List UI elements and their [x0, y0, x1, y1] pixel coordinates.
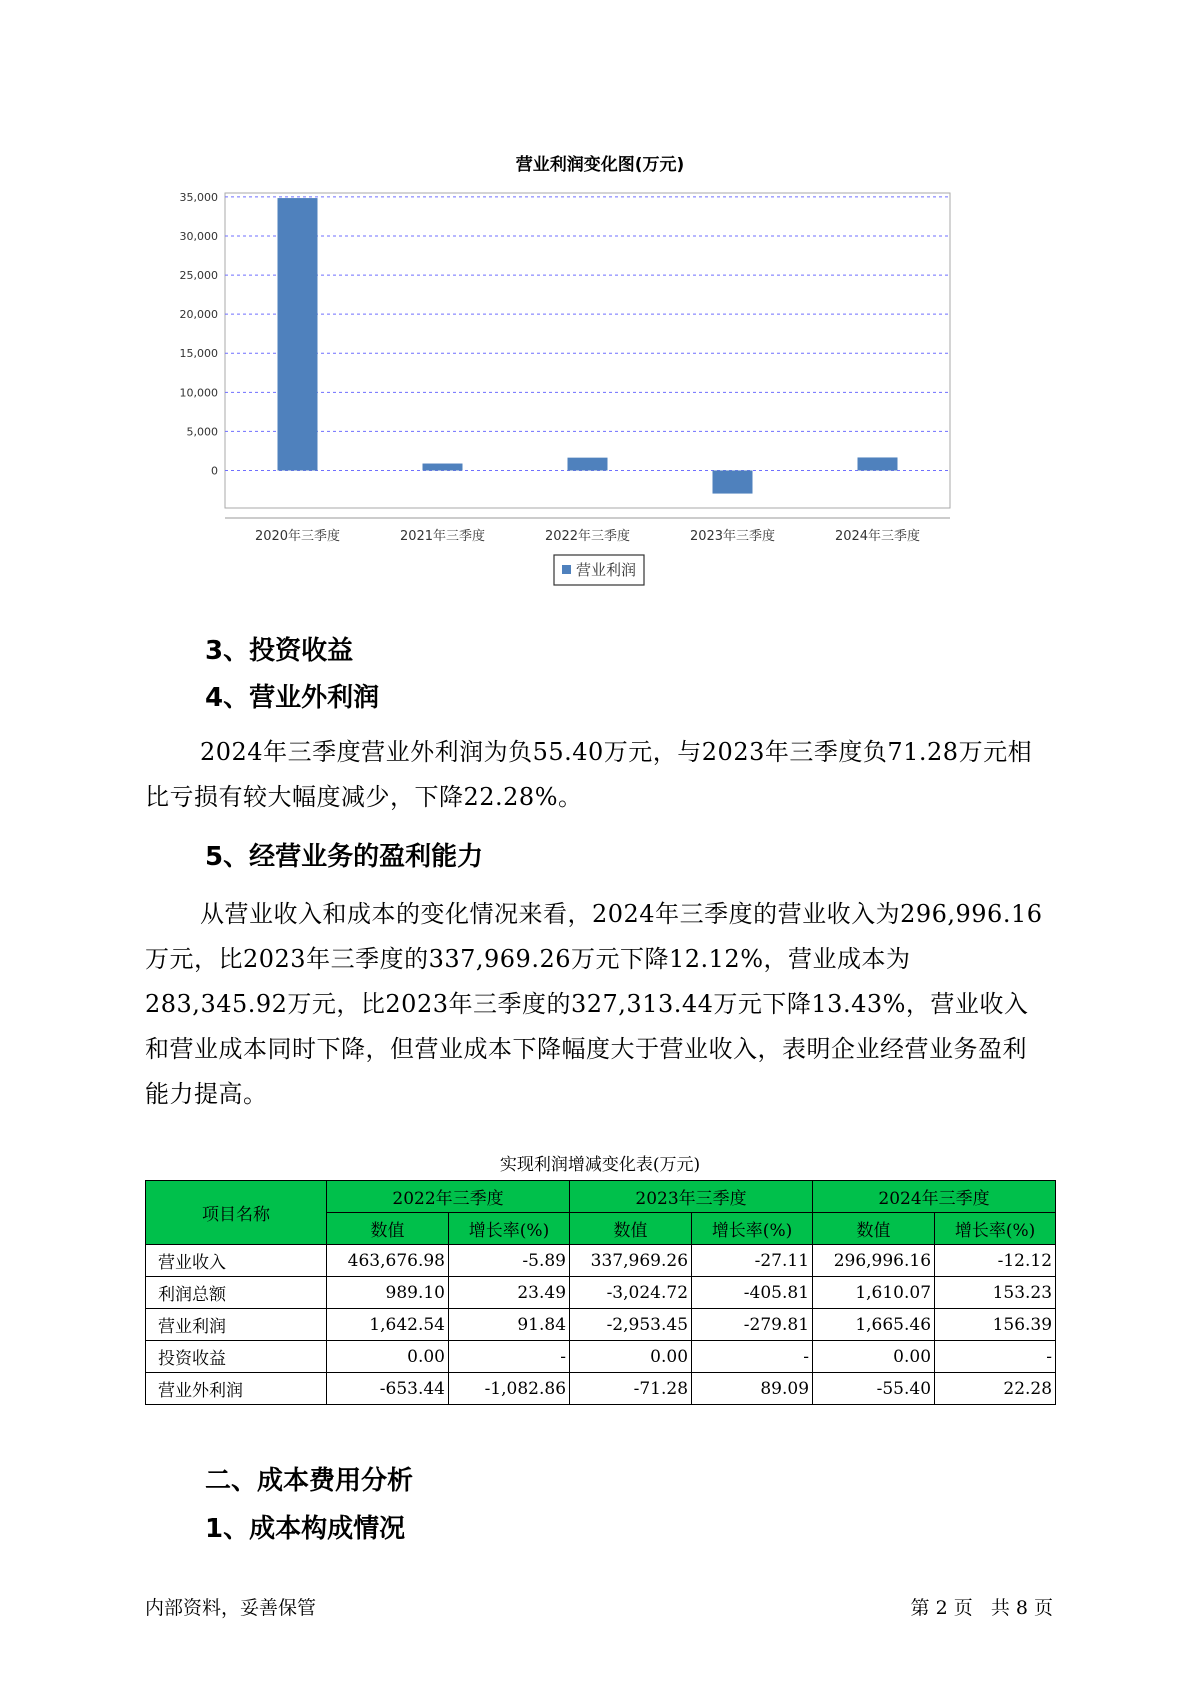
row-name: 投资收益: [146, 1341, 327, 1373]
section-5-paragraph: [145, 892, 1045, 1117]
subheader-growth: 增长率(%): [935, 1213, 1056, 1245]
table-row: [146, 1245, 1056, 1277]
bar: [423, 464, 463, 471]
header-item-name: 项目名称: [146, 1181, 327, 1245]
x-category-label: 2023年三季度: [689, 529, 776, 544]
subheader-growth: 增长率(%): [692, 1213, 813, 1245]
section-4-title: 4、营业外利润: [205, 683, 380, 713]
row-name: 营业利润: [146, 1309, 327, 1341]
y-tick-label: 30,000: [179, 229, 218, 243]
row-name: 利润总额: [146, 1277, 327, 1309]
cell: 0.00: [327, 1341, 449, 1373]
y-tick-label: 20,000: [179, 308, 218, 322]
y-ticks: [180, 191, 219, 478]
bar: [568, 458, 608, 471]
x-category-label: 2020年三季度: [254, 529, 341, 544]
section-4-text: 2024年三季度营业外利润为负55.40万元，与2023年三季度负71.28万元相比亏损有较大幅度减少，下降22.28%。: [145, 738, 1033, 811]
cell: 91.84: [449, 1309, 570, 1341]
table-caption: 实现利润增减变化表(万元): [499, 1155, 701, 1175]
x-categories: [255, 528, 920, 544]
cell: 1,665.46: [813, 1309, 935, 1341]
cell: -3,024.72: [570, 1277, 692, 1309]
section-4-paragraph: [145, 730, 1045, 820]
x-category-label: 2024年三季度: [834, 529, 921, 544]
subheader-growth: 增长率(%): [449, 1213, 570, 1245]
cell: 1,610.07: [813, 1277, 935, 1309]
y-tick-label: 25,000: [179, 269, 218, 283]
header-period-2023: 2023年三季度: [570, 1181, 813, 1213]
footer-confidential: 内部资料，妥善保管: [145, 1597, 317, 1619]
y-tick-label: 35,000: [179, 190, 218, 204]
cell: 153.23: [935, 1277, 1056, 1309]
x-category-label: 2021年三季度: [399, 529, 486, 544]
row-name: 营业外利润: [146, 1373, 327, 1405]
chart-title: 营业利润变化图(万元): [515, 155, 685, 175]
header-period-2024: 2024年三季度: [813, 1181, 1056, 1213]
cell: -: [692, 1341, 813, 1373]
cell: 337,969.26: [570, 1245, 692, 1277]
part-2-section-1-title: 1、成本构成情况: [205, 1514, 406, 1544]
cell: 0.00: [813, 1341, 935, 1373]
cell: 23.49: [449, 1277, 570, 1309]
table-row: [146, 1309, 1056, 1341]
subheader-value: 数值: [570, 1213, 692, 1245]
table-header-row: [146, 1181, 1056, 1213]
section-3-title: 3、投资收益: [205, 636, 354, 666]
cell: 0.00: [570, 1341, 692, 1373]
cell: 1,642.54: [327, 1309, 449, 1341]
y-tick-label: 15,000: [179, 347, 218, 361]
table-row: [146, 1277, 1056, 1309]
footer-page-number: 第 2 页 共 8 页: [910, 1597, 1053, 1619]
cell: -: [935, 1341, 1056, 1373]
cell: 156.39: [935, 1309, 1056, 1341]
cell: -279.81: [692, 1309, 813, 1341]
section-5-title: 5、经营业务的盈利能力: [205, 842, 484, 872]
profit-change-table: [145, 1180, 1056, 1405]
y-tick-label: 5,000: [186, 425, 218, 439]
cell: -27.11: [692, 1245, 813, 1277]
cell: -55.40: [813, 1373, 935, 1405]
cell: 463,676.98: [327, 1245, 449, 1277]
cell: 296,996.16: [813, 1245, 935, 1277]
row-name: 营业收入: [146, 1245, 327, 1277]
cell: 989.10: [327, 1277, 449, 1309]
cell: 89.09: [692, 1373, 813, 1405]
cell: -71.28: [570, 1373, 692, 1405]
table-row: [146, 1373, 1056, 1405]
bar: [278, 198, 318, 470]
bar: [858, 457, 898, 470]
subheader-value: 数值: [327, 1213, 449, 1245]
cell: 22.28: [935, 1373, 1056, 1405]
section-5-text: 从营业收入和成本的变化情况来看，2024年三季度的营业收入为296,996.16万元，比2023年三季度的337,969.26万元下降12.12%，营业成本为283,345.92万元，比2023年三季度的327,313.44万元下降13.43%，营业收入和营业成本同时下降，但营业成本下降幅度大于营业收入，表明企业经营业务盈利能力提高。: [145, 900, 1043, 1108]
y-tick-label: 10,000: [179, 386, 218, 400]
legend-swatch: [562, 565, 571, 574]
cell: -653.44: [327, 1373, 449, 1405]
cell: -12.12: [935, 1245, 1056, 1277]
part-2-title: 二、成本费用分析: [205, 1466, 414, 1496]
cell: -1,082.86: [449, 1373, 570, 1405]
cell: -5.89: [449, 1245, 570, 1277]
cell: -405.81: [692, 1277, 813, 1309]
operating-profit-chart: [160, 140, 1040, 600]
bar: [713, 470, 753, 493]
legend: [554, 555, 644, 585]
subheader-value: 数值: [813, 1213, 935, 1245]
cell: -2,953.45: [570, 1309, 692, 1341]
x-category-label: 2022年三季度: [544, 529, 631, 544]
y-tick-label: 0: [211, 464, 218, 478]
table-row: [146, 1341, 1056, 1373]
cell: -: [449, 1341, 570, 1373]
header-period-2022: 2022年三季度: [327, 1181, 570, 1213]
legend-label: 营业利润: [576, 561, 637, 579]
